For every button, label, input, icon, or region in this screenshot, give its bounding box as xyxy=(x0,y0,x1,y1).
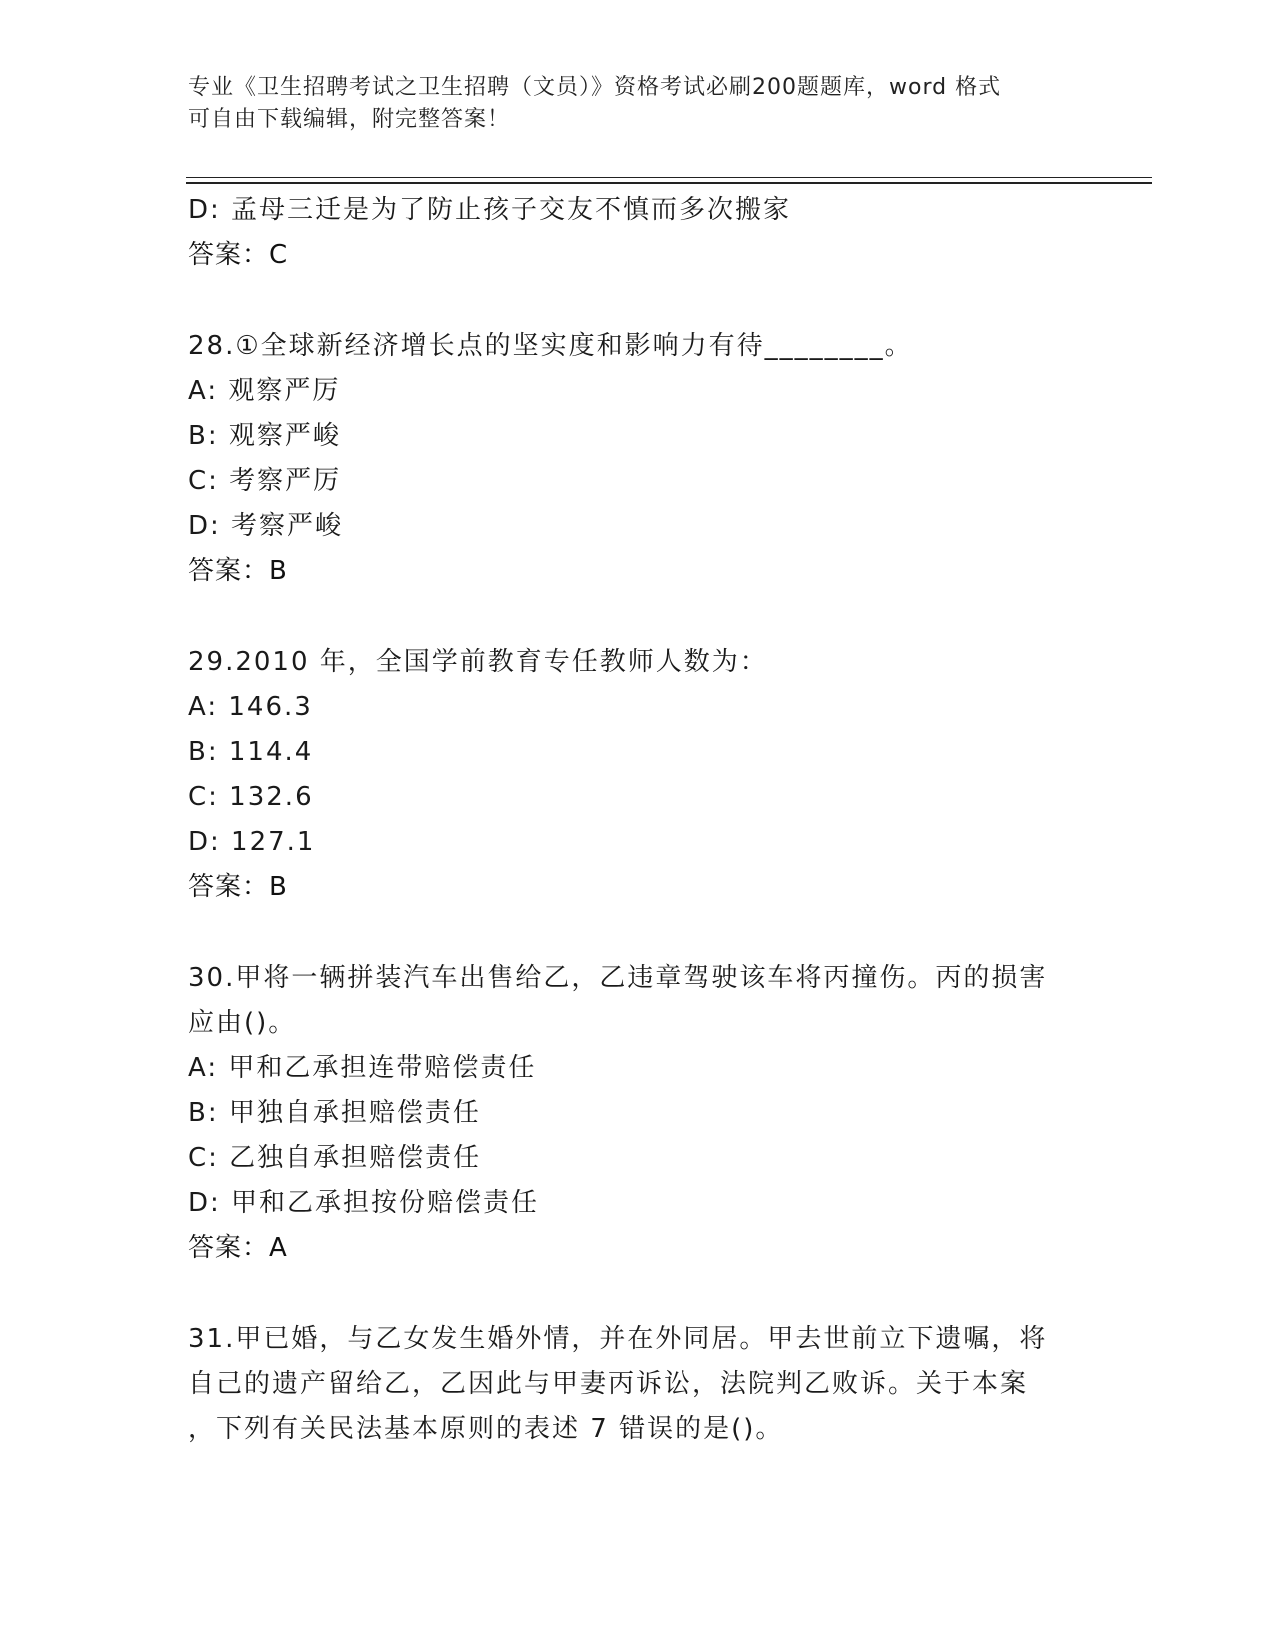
question-28-option-d: D: 考察严峻 xyxy=(188,511,344,541)
spacer xyxy=(188,594,1088,640)
header-divider-thin xyxy=(186,177,1152,178)
question-30-option-a: A: 甲和乙承担连带赔偿责任 xyxy=(188,1053,537,1083)
question-29-option-c: C: 132.6 xyxy=(188,782,314,812)
question-30-stem-line-1: 30.甲将一辆拼装汽车出售给乙，乙违章驾驶该车将丙撞伤。丙的损害 xyxy=(188,963,1048,993)
document-header xyxy=(188,72,1088,136)
header-line-1: 专业《卫生招聘考试之卫生招聘（文员）》资格考试必刷200题题库，word 格式 xyxy=(188,75,1002,100)
question-28-option-b: B: 观察严峻 xyxy=(188,421,341,451)
question-29-option-b: B: 114.4 xyxy=(188,737,314,767)
question-31-stem-line-3: ，下列有关民法基本原则的表述 7 错误的是()。 xyxy=(188,1414,784,1444)
question-28-option-a: A: 观察严厉 xyxy=(188,376,341,406)
question-30-answer: 答案：A xyxy=(188,1233,288,1263)
question-30-option-b: B: 甲独自承担赔偿责任 xyxy=(188,1098,481,1128)
spacer xyxy=(188,910,1088,956)
prev-answer: 答案：C xyxy=(188,240,289,270)
question-31-stem-line-1: 31.甲已婚，与乙女发生婚外情，并在外同居。甲去世前立下遗嘱，将 xyxy=(188,1324,1048,1354)
prev-option-d: D: 孟母三迁是为了防止孩子交友不慎而多次搬家 xyxy=(188,195,792,225)
header-divider-thick xyxy=(186,182,1152,184)
question-28-answer: 答案：B xyxy=(188,556,288,586)
spacer xyxy=(188,278,1088,324)
header-line-2: 可自由下载编辑，附完整答案！ xyxy=(188,107,511,132)
spacer xyxy=(188,1271,1088,1317)
question-30-stem-line-2: 应由()。 xyxy=(188,1008,297,1038)
question-29-stem: 29.2010 年，全国学前教育专任教师人数为： xyxy=(188,647,768,677)
question-content xyxy=(188,188,1088,1452)
question-30-option-c: C: 乙独自承担赔偿责任 xyxy=(188,1143,482,1173)
question-29-option-a: A: 146.3 xyxy=(188,692,313,722)
question-28-stem: 28.①全球新经济增长点的坚实度和影响力有待________。 xyxy=(188,331,913,361)
question-28-option-c: C: 考察严厉 xyxy=(188,466,342,496)
question-29-option-d: D: 127.1 xyxy=(188,827,316,857)
question-30-option-d: D: 甲和乙承担按份赔偿责任 xyxy=(188,1188,540,1218)
question-29-answer: 答案：B xyxy=(188,872,288,902)
question-31-stem-line-2: 自己的遗产留给乙，乙因此与甲妻丙诉讼，法院判乙败诉。关于本案 xyxy=(188,1369,1029,1399)
